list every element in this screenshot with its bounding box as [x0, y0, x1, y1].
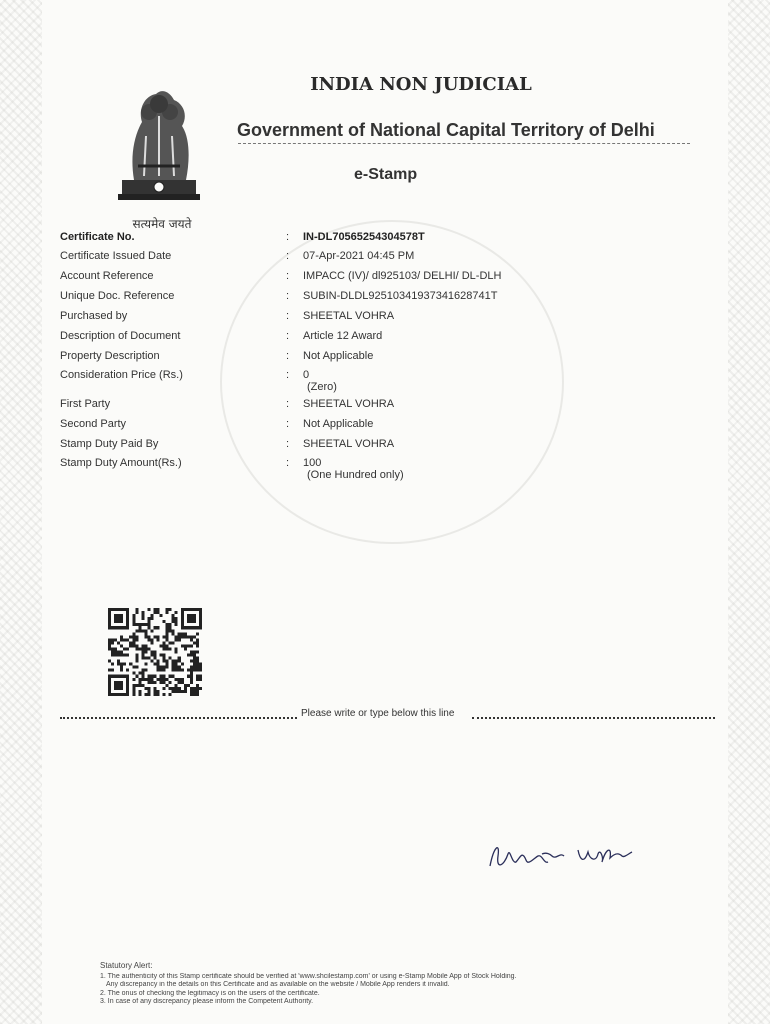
field-value: 07-Apr-2021 04:45 PM	[303, 250, 415, 262]
issuing-authority: Government of National Capital Territory of Delhi	[237, 120, 655, 140]
field-value: 100	[303, 457, 322, 469]
field-separator: :	[286, 270, 290, 282]
document-type: e-Stamp	[354, 166, 418, 183]
field-value: SHEETAL VOHRA	[303, 398, 395, 410]
signature-sheetal-vohra	[486, 836, 636, 876]
field-separator: :	[286, 457, 290, 469]
field-value-words: (Zero)	[307, 381, 337, 393]
field-label: Description of Document	[60, 330, 181, 342]
statutory-heading: Statutory Alert:	[100, 961, 153, 970]
field-separator: :	[286, 250, 290, 262]
field-value: SHEETAL VOHRA	[303, 438, 395, 450]
right-security-border	[728, 0, 770, 1024]
field-label: First Party	[60, 398, 111, 410]
field-separator: :	[286, 310, 290, 322]
field-value: SHEETAL VOHRA	[303, 310, 395, 322]
field-separator: :	[286, 398, 290, 410]
field-separator: :	[286, 290, 290, 302]
field-value-words: (One Hundred only)	[307, 469, 404, 481]
field-label: Consideration Price (Rs.)	[60, 369, 183, 381]
document-title: INDIA NON JUDICIAL	[310, 74, 532, 95]
dotted-rule-right	[472, 717, 715, 719]
field-label: Purchased by	[60, 310, 128, 322]
field-separator: :	[286, 231, 290, 243]
field-label: Unique Doc. Reference	[60, 290, 175, 302]
field-label: Certificate No.	[60, 231, 135, 243]
field-value: SUBIN-DLDL92510341937341628741T	[303, 290, 498, 302]
field-value: Not Applicable	[303, 350, 374, 362]
emblem-motto: सत्यमेव जयते	[132, 217, 192, 231]
field-label: Property Description	[60, 350, 160, 362]
field-separator: :	[286, 369, 290, 381]
field-label: Stamp Duty Amount(Rs.)	[60, 457, 182, 469]
field-value: Not Applicable	[303, 418, 374, 430]
write-below-text: Please write or type below this line	[301, 708, 455, 719]
field-separator: :	[286, 418, 290, 430]
left-security-border	[0, 0, 42, 1024]
statutory-item: Any discrepancy in the details on this Certificate and as available on the website / Mobile App renders it invalid.	[106, 981, 450, 988]
field-value: 0	[303, 369, 310, 381]
field-label: Second Party	[60, 418, 127, 430]
watermark-seal	[220, 220, 564, 544]
field-separator: :	[286, 350, 290, 362]
title-divider	[238, 143, 690, 144]
field-label: Certificate Issued Date	[60, 250, 172, 262]
write-below-line	[60, 708, 715, 722]
field-value: Article 12 Award	[303, 330, 383, 342]
field-value: IN-DL70565254304578T	[303, 231, 425, 243]
statutory-item: 1. The authenticity of this Stamp certificate should be verified at 'www.shcilestamp.com' or using e-Stamp Mobile App of Stock Holding.	[100, 972, 517, 980]
dotted-rule-left	[60, 717, 297, 719]
statutory-item: 3. In case of any discrepancy please inform the Competent Authority.	[100, 998, 314, 1005]
statutory-item: 2. The onus of checking the legitimacy is on the users of the certificate.	[100, 989, 320, 997]
field-value: IMPACC (IV)/ dl925103/ DELHI/ DL-DLH	[303, 270, 502, 282]
field-separator: :	[286, 330, 290, 342]
national-emblem-icon	[104, 76, 214, 216]
qr-code-icon	[108, 608, 202, 696]
field-label: Account Reference	[60, 270, 154, 282]
field-label: Stamp Duty Paid By	[60, 438, 159, 450]
field-separator: :	[286, 438, 290, 450]
statutory-alert	[100, 962, 640, 1007]
